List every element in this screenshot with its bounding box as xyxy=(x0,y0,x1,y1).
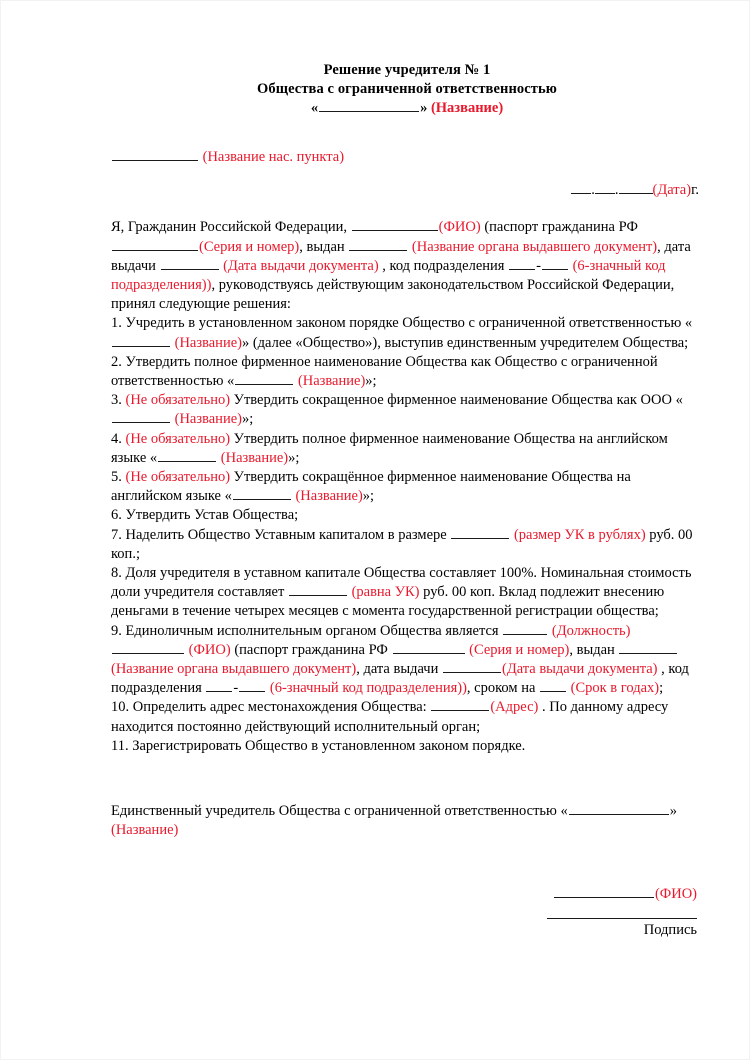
closing-text-1: Единственный учредитель Общества с ограниченной ответственностью « xyxy=(111,803,568,820)
item-5-name-blank[interactable] xyxy=(233,487,291,500)
item-9-dept-code-part2-blank[interactable] xyxy=(239,679,265,692)
quote-close: » xyxy=(420,100,428,116)
item-8-text-2: руб. 00 коп. Вклад подлежит внесению деньгами в течение четырех месяцев с момента государственной регистрации общества; xyxy=(111,584,665,620)
item-7-text-2: руб. 00 коп.; xyxy=(111,526,693,562)
founder-fio-hint: (ФИО) xyxy=(438,219,481,236)
item-9-text-7: , сроком на xyxy=(466,680,540,697)
item-9-dept-code-hint: (6-значный код подразделения)) xyxy=(269,680,467,697)
preamble-text-5: , код подразделения xyxy=(378,257,509,274)
item-8-text-1: Доля учредителя в уставном капитале Общества составляет 100%. Номинальная стоимость доли учредителя составляет xyxy=(111,565,692,601)
item-9-dept-code-dash: - xyxy=(233,680,239,697)
preamble-text-1: Я, Гражданин Российской Федерации, xyxy=(111,219,351,236)
item-3-name-hint: (Название) xyxy=(174,411,242,428)
item-11-number: 11. xyxy=(111,737,133,754)
date-day-blank[interactable] xyxy=(571,181,591,194)
item-9-text-4: , выдан xyxy=(569,641,619,658)
preamble-text-6: , руководствуясь действующим законодательством Российской Федерации, принял следующие решения: xyxy=(111,277,675,313)
item-4-text-2: »; xyxy=(288,449,300,466)
dept-code-hint: (6-значный код подразделения)) xyxy=(111,257,666,294)
item-9-number: 9. xyxy=(111,622,126,639)
spacer-title-city xyxy=(111,118,703,148)
item-5-optional-label: (Не обязательно) xyxy=(125,469,231,486)
city-blank[interactable] xyxy=(112,148,198,161)
item-2-name-hint: (Название) xyxy=(297,373,366,390)
item-9-position-hint: (Должность) xyxy=(551,622,631,639)
passport-issue-date-blank[interactable] xyxy=(161,257,219,270)
closing-company-name-hint: (Название) xyxy=(111,822,179,839)
signature-rule[interactable] xyxy=(547,918,697,919)
preamble-text-3: , выдан xyxy=(299,238,349,255)
item-10-address-blank[interactable] xyxy=(431,698,489,711)
item-4-name-hint: (Название) xyxy=(220,449,289,466)
signature-fio-blank[interactable] xyxy=(554,885,654,898)
preamble-text-2: (паспорт гражданина РФ xyxy=(480,219,638,236)
item-3-name-blank[interactable] xyxy=(112,410,170,423)
item-9-issue-date-blank[interactable] xyxy=(443,660,501,673)
date-year-blank[interactable] xyxy=(619,181,653,194)
decision-item-4 xyxy=(111,430,703,468)
date-separator-2: . xyxy=(614,182,619,199)
item-6-text-1: Утвердить Устав Общества; xyxy=(125,507,299,524)
date-separator-1: . xyxy=(591,182,595,199)
quote-open: « xyxy=(310,100,319,116)
item-9-passport-series-hint: (Серия и номер) xyxy=(469,641,570,658)
item-9-position-blank[interactable] xyxy=(503,622,547,635)
item-4-optional-label: (Не обязательно) xyxy=(125,430,231,447)
decision-item-2 xyxy=(111,353,703,391)
item-5-name-hint: (Название) xyxy=(295,488,363,505)
item-10-text-1: Определить адрес местонахождения Общества: xyxy=(132,699,431,716)
item-5-text-1: Утвердить сокращённое фирменное наименование Общества на английском языке « xyxy=(111,469,631,505)
item-8-share-value-blank[interactable] xyxy=(289,583,347,596)
spacer-city-date xyxy=(111,167,703,181)
item-1-number: 1. xyxy=(111,315,126,332)
item-3-number: 3. xyxy=(111,392,126,409)
closing-paragraph xyxy=(111,802,703,840)
item-5-number: 5. xyxy=(111,469,126,486)
item-2-text-1: Утвердить полное фирменное наименование Общества как Общество с ограниченной ответственностью « xyxy=(111,353,658,390)
dept-code-part2-blank[interactable] xyxy=(542,257,568,270)
document-title-block xyxy=(111,61,703,118)
date-hint: (Дата) xyxy=(652,182,692,199)
passport-issuer-hint: (Название органа выдавшего документ) xyxy=(411,238,658,255)
decision-item-9 xyxy=(111,622,703,699)
company-name-hint: (Название) xyxy=(430,100,504,116)
item-3-text-1: Утвердить сокращенное фирменное наименование Общества как ООО « xyxy=(230,392,683,409)
item-2-name-blank[interactable] xyxy=(235,372,293,385)
item-3-text-2: »; xyxy=(241,411,254,428)
item-9-fio-blank[interactable] xyxy=(112,641,184,654)
decision-item-7 xyxy=(111,526,703,564)
item-9-issue-date-hint: (Дата выдачи документа) xyxy=(501,661,658,678)
title-line-2: Общества с ограниченной ответственностью xyxy=(257,81,557,97)
item-7-text-1: Наделить Общество Уставным капиталом в размере xyxy=(125,526,451,543)
item-8-share-value-hint: (равна УК) xyxy=(351,584,420,601)
spacer-items-closing xyxy=(111,756,703,802)
item-9-fio-hint: (ФИО) xyxy=(188,641,231,658)
item-9-text-6: , код подразделения xyxy=(111,661,689,697)
founder-fio-blank[interactable] xyxy=(352,218,438,231)
item-1-name-hint: (Название) xyxy=(174,334,242,351)
item-4-text-1: Утвердить полное фирменное наименование Общества на английском языке « xyxy=(111,430,668,466)
item-9-text-1: Единоличным исполнительным органом Общества является xyxy=(125,622,503,639)
passport-series-hint: (Серия и номер) xyxy=(199,238,300,255)
item-9-text-5: , дата выдачи xyxy=(356,661,442,678)
signature-line-block xyxy=(111,918,703,940)
decision-item-11 xyxy=(111,737,703,756)
spacer-date-body xyxy=(111,200,703,218)
dept-code-dash: - xyxy=(536,257,541,274)
item-9-passport-issuer-hint: (Название органа выдавшего документ) xyxy=(111,661,357,678)
item-2-text-2: »; xyxy=(365,373,377,390)
title-line-3 xyxy=(111,99,703,118)
decision-item-3 xyxy=(111,391,703,429)
spacer-closing-signature xyxy=(111,841,703,885)
item-3-optional-label: (Не обязательно) xyxy=(125,392,231,409)
item-7-capital-hint: (размер УК в рублях) xyxy=(513,526,646,543)
item-4-name-blank[interactable] xyxy=(158,449,216,462)
item-9-dept-code-part1-blank[interactable] xyxy=(206,679,232,692)
preamble-paragraph xyxy=(111,218,703,314)
decision-item-5 xyxy=(111,468,703,506)
item-2-number: 2. xyxy=(111,353,126,370)
company-name-blank[interactable] xyxy=(319,99,419,112)
date-month-blank[interactable] xyxy=(595,181,615,194)
passport-series-blank[interactable] xyxy=(112,238,198,251)
passport-issuer-blank[interactable] xyxy=(349,238,407,251)
item-8-number: 8. xyxy=(111,565,126,582)
dept-code-part1-blank[interactable] xyxy=(509,257,535,270)
title-line-1: Решение учредителя № 1 xyxy=(323,62,491,78)
passport-issue-date-hint: (Дата выдачи документа) xyxy=(223,257,379,274)
item-7-capital-blank[interactable] xyxy=(451,526,509,539)
decision-item-10 xyxy=(111,698,703,736)
item-9-text-3: (паспорт гражданина РФ xyxy=(230,641,392,658)
decision-item-8 xyxy=(111,564,703,622)
document-body xyxy=(111,61,703,940)
item-9-passport-series-blank[interactable] xyxy=(393,641,465,654)
item-1-text-2: » (далее «Общество»), выступив единственным учредителем Общества; xyxy=(241,334,689,351)
item-9-term-hint: (Срок в годах) xyxy=(570,680,660,697)
decision-item-6 xyxy=(111,506,703,525)
date-suffix: г. xyxy=(691,182,699,199)
signature-fio-hint: (ФИО) xyxy=(654,885,697,902)
item-9-text-8: ; xyxy=(659,680,664,697)
item-10-number: 10. xyxy=(111,699,133,716)
item-6-number: 6. xyxy=(111,507,126,524)
item-10-text-2: . По данному адресу находится постоянно действующий исполнительный орган; xyxy=(111,699,669,735)
signature-fio-row xyxy=(111,885,703,904)
date-line xyxy=(111,181,703,200)
city-hint: (Название нас. пункта) xyxy=(202,149,345,165)
city-line xyxy=(111,148,703,167)
closing-company-name-blank[interactable] xyxy=(569,802,669,815)
item-11-text-1: Зарегистрировать Общество в установленном законом порядке. xyxy=(132,737,526,754)
item-9-passport-issuer-blank[interactable] xyxy=(619,641,677,654)
signature-caption: Подпись xyxy=(643,921,697,938)
decision-item-1 xyxy=(111,314,703,352)
item-7-number: 7. xyxy=(111,526,126,543)
item-1-name-blank[interactable] xyxy=(112,334,170,347)
closing-text-2: » xyxy=(669,803,677,820)
item-10-address-hint: (Адрес) xyxy=(490,699,539,716)
preamble-text-4: , дата выдачи xyxy=(111,238,691,274)
item-9-term-blank[interactable] xyxy=(540,679,566,692)
item-4-number: 4. xyxy=(111,430,126,447)
item-5-text-2: »; xyxy=(362,488,375,505)
item-1-text-1: Учредить в установленном законом порядке Общество с ограниченной ответственностью « xyxy=(125,315,693,332)
